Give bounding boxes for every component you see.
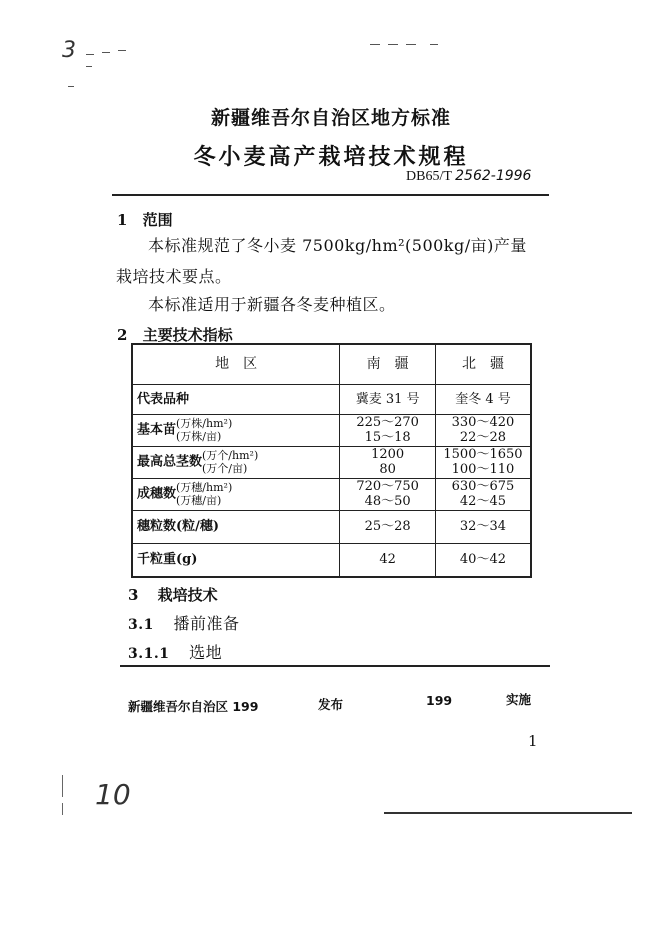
scope-paragraph-1b: 栽培技术要点。 bbox=[116, 267, 232, 286]
header-north: 北 疆 bbox=[435, 344, 531, 384]
section-3-1-1-heading bbox=[128, 640, 222, 663]
cell-value-2: 100～110 bbox=[451, 462, 515, 477]
table-row bbox=[132, 384, 531, 414]
table-header-row bbox=[132, 344, 531, 384]
footer-year: 199 bbox=[426, 693, 453, 708]
cell-south bbox=[340, 478, 436, 510]
section-title: 栽培技术 bbox=[157, 586, 218, 604]
scan-dash bbox=[68, 86, 74, 87]
scope-paragraph-2: 本标准适用于新疆各冬麦种植区。 bbox=[148, 295, 396, 314]
table-row bbox=[132, 543, 531, 577]
row-unit-1: (万穗/hm²) bbox=[176, 481, 233, 494]
table-row bbox=[132, 446, 531, 478]
section-number: 3.1 bbox=[128, 617, 154, 633]
row-unit-2: (万株/亩) bbox=[176, 430, 222, 443]
cell-south: 25～28 bbox=[340, 510, 436, 543]
cell-value-2: 42～45 bbox=[459, 494, 506, 509]
table-row bbox=[132, 414, 531, 446]
section-title: 范围 bbox=[142, 211, 173, 229]
cell-south bbox=[340, 446, 436, 478]
header-region: 地 区 bbox=[132, 344, 340, 384]
section-number: 3 bbox=[128, 586, 139, 604]
cell-value-2: 22～28 bbox=[459, 430, 506, 445]
cell-south: 冀麦 31 号 bbox=[340, 384, 436, 414]
section-number: 3.1.1 bbox=[128, 646, 170, 662]
scan-tick bbox=[62, 775, 63, 797]
standard-number bbox=[406, 168, 531, 185]
footer-publish: 发布 bbox=[318, 697, 344, 712]
cell-value-1: 1200 bbox=[371, 447, 405, 462]
row-label bbox=[132, 478, 340, 510]
header-south: 南 疆 bbox=[340, 344, 436, 384]
scan-dash bbox=[86, 66, 92, 67]
row-unit-1: (万株/hm²) bbox=[176, 417, 233, 430]
page-number: 1 bbox=[528, 732, 538, 750]
row-label: 穗粒数(粒/穗) bbox=[132, 510, 340, 543]
footer-rule bbox=[120, 665, 550, 667]
standard-number-handwritten: 2562-1996 bbox=[455, 168, 532, 184]
row-label: 千粒重(g) bbox=[132, 543, 340, 577]
footer-implement: 实施 bbox=[506, 692, 532, 707]
scan-dash bbox=[430, 44, 438, 45]
scan-tick bbox=[62, 803, 63, 815]
issuer-heading: 新疆维吾尔自治区地方标准 bbox=[210, 107, 451, 129]
cell-north: 40～42 bbox=[435, 543, 531, 577]
row-label-name: 成穗数 bbox=[137, 486, 177, 502]
standard-prefix: DB65/T bbox=[406, 169, 452, 184]
section-title: 选地 bbox=[189, 643, 223, 662]
section-2-heading bbox=[117, 324, 233, 345]
row-unit-2: (万个/亩) bbox=[202, 462, 248, 475]
row-unit-2: (万穗/亩) bbox=[176, 494, 222, 507]
row-label-name: 基本苗 bbox=[137, 422, 177, 438]
row-label bbox=[132, 414, 340, 446]
cell-south: 42 bbox=[340, 543, 436, 577]
document-title: 冬小麦高产栽培技术规程 bbox=[193, 144, 469, 170]
cell-value-1: 1500～1650 bbox=[443, 447, 523, 462]
scan-dash bbox=[102, 52, 110, 53]
table-row bbox=[132, 510, 531, 543]
handwritten-mark-corner: 3 bbox=[62, 38, 76, 63]
row-label-name: 最高总茎数 bbox=[137, 454, 203, 470]
bottom-rule bbox=[384, 812, 632, 814]
cell-north: 奎冬 4 号 bbox=[435, 384, 531, 414]
scan-dash bbox=[118, 50, 126, 51]
row-label bbox=[132, 446, 340, 478]
table-row bbox=[132, 478, 531, 510]
handwritten-mark-bottom: 10 bbox=[95, 778, 131, 811]
cell-south bbox=[340, 414, 436, 446]
header-rule bbox=[112, 194, 549, 196]
section-number: 2 bbox=[117, 326, 128, 344]
section-3-heading bbox=[128, 584, 218, 605]
scan-dash bbox=[388, 44, 398, 45]
scan-dash bbox=[370, 44, 380, 45]
footer-issuer: 新疆维吾尔自治区 199 bbox=[128, 699, 259, 714]
cell-north: 32～34 bbox=[435, 510, 531, 543]
row-label: 代表品种 bbox=[132, 384, 340, 414]
cell-value-2: 48～50 bbox=[364, 494, 411, 509]
cell-value-1: 720～750 bbox=[356, 479, 419, 494]
cell-value-1: 630～675 bbox=[451, 479, 515, 494]
cell-value-1: 225～270 bbox=[356, 415, 419, 430]
cell-value-1: 330～420 bbox=[451, 415, 515, 430]
section-title: 播前准备 bbox=[173, 614, 240, 633]
cell-north bbox=[435, 478, 531, 510]
technical-indicators-table bbox=[131, 343, 532, 578]
cell-north bbox=[435, 446, 531, 478]
scan-dash bbox=[406, 44, 416, 45]
cell-value-2: 15～18 bbox=[364, 430, 411, 445]
scan-dash bbox=[86, 54, 94, 55]
section-number: 1 bbox=[117, 211, 128, 229]
cell-value-2: 80 bbox=[379, 462, 396, 477]
section-3-1-heading bbox=[128, 611, 239, 634]
cell-north bbox=[435, 414, 531, 446]
scope-paragraph-1a: 本标准规范了冬小麦 7500kg/hm²(500kg/亩)产量 bbox=[148, 236, 527, 255]
section-title: 主要技术指标 bbox=[142, 326, 233, 344]
section-1-heading bbox=[117, 209, 173, 230]
row-unit-1: (万个/hm²) bbox=[202, 449, 259, 462]
